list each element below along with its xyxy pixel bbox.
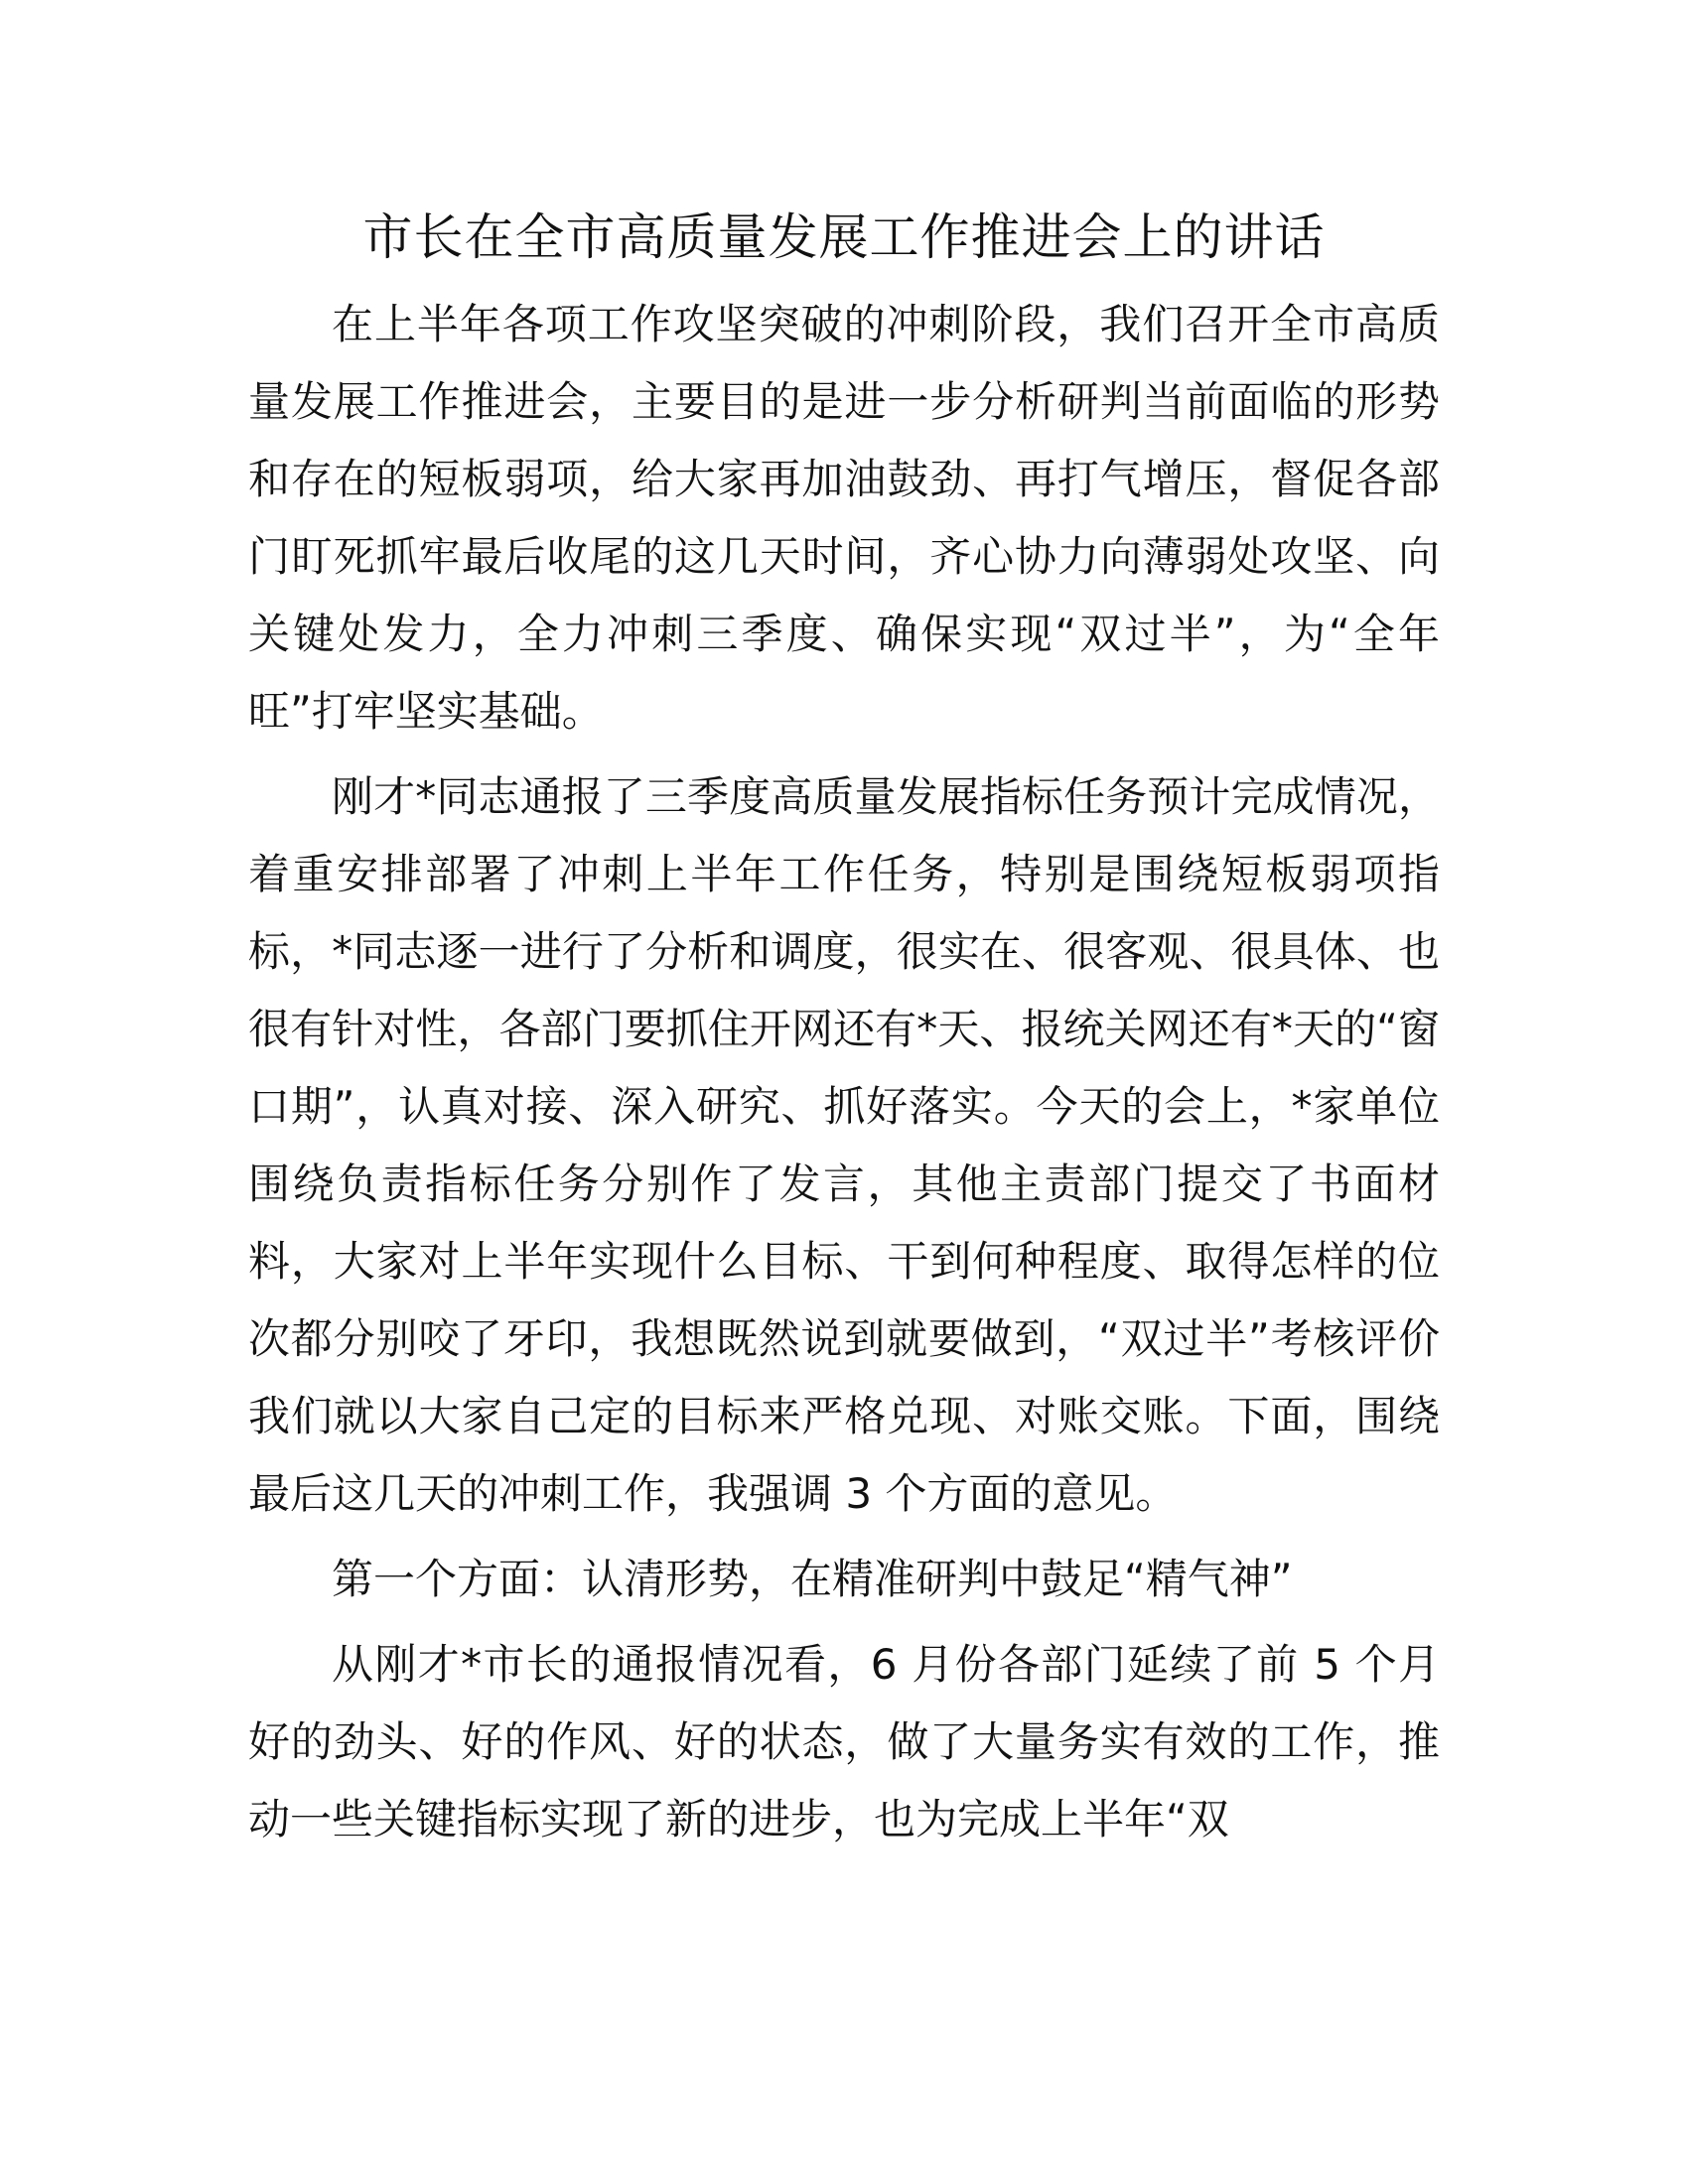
document-title: 市长在全市高质量发展工作推进会上的讲话 [362, 208, 1326, 266]
paragraph-intro: 在上半年各项工作攻坚突破的冲刺阶段，我们召开全市高质量发展工作推进会，主要目的是进一步分析研判当前面临的形势和存在的短板弱项，给大家再加油鼓劲、再打气增压，督促各部门盯死抓牢最后收尾的这几天时间，齐心协力向薄弱处攻坚、向关键处发力，全力冲刺三季度、确保实现“双过半”，为“全年旺”打牢坚实基础。 [248, 300, 1440, 736]
section-heading-first: 第一个方面：认清形势，在精准研判中鼓足“精气神” [332, 1555, 1293, 1603]
paragraph-report: 刚才*同志通报了三季度高质量发展指标任务预计完成情况，着重安排部署了冲刺上半年工作任务，特别是围绕短板弱项指标，*同志逐一进行了分析和调度，很实在、很客观、很具体、也很有针对性，各部门要抓住开网还有*天、报统关网还有*天的“窗口期”，认真对接、深入研究、抓好落实。今天的会上，*家单位围绕负责指标任务分别作了发言，其他主责部门提交了书面材料，大家对上半年实现什么目标、干到何种程度、取得怎样的位次都分别咬了牙印，我想既然说到就要做到，“双过半”考核评价我们就以大家自己定的目标来严格兑现、对账交账。下面，围绕最后这几天的冲刺工作，我强调 3 个方面的意见。 [248, 772, 1440, 1518]
document-body [248, 199, 1440, 1866]
paragraph-section-first: 从刚才*市长的通报情况看，6 月份各部门延续了前 5 个月好的劲头、好的作风、好的状态，做了大量务实有效的工作，推动一些关键指标实现了新的进步，也为完成上半年“双 [248, 1640, 1440, 1843]
